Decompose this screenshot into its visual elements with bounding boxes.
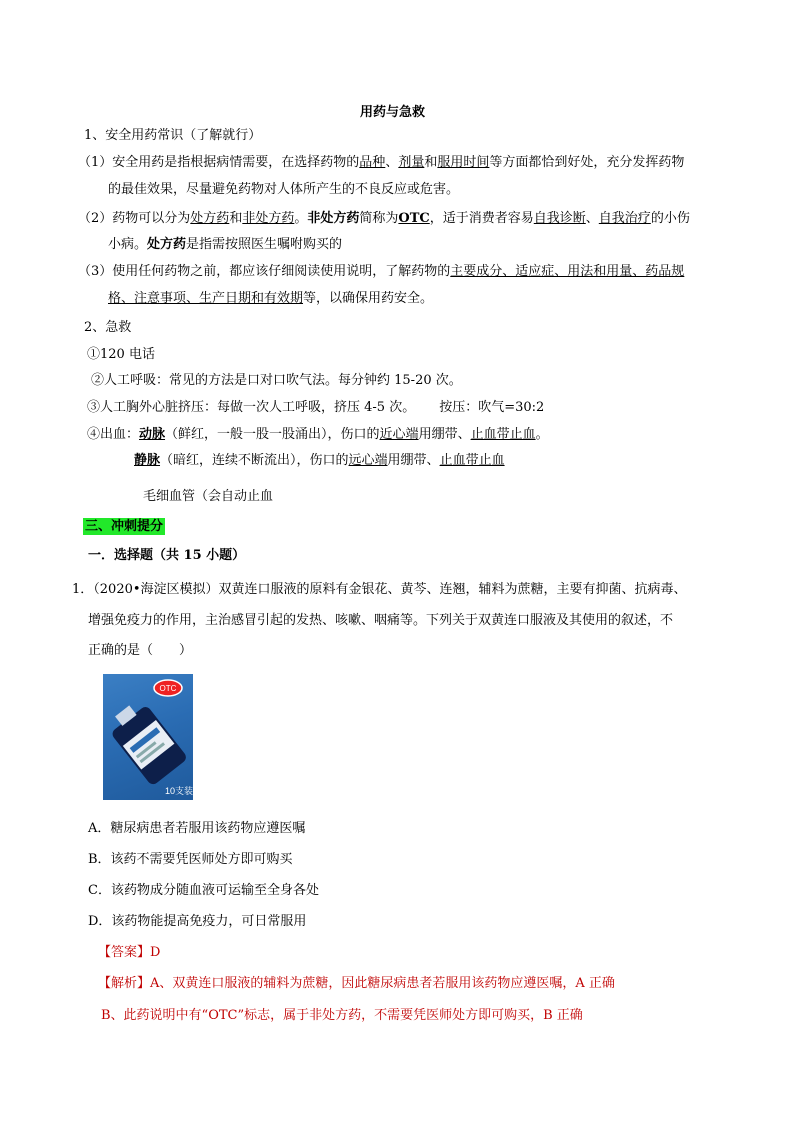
p2-c: 简称为 bbox=[359, 211, 399, 226]
answer-value: D bbox=[150, 945, 161, 960]
q1-num: 1． bbox=[72, 582, 94, 597]
vein-c: 用绷带、 bbox=[387, 453, 440, 468]
q1-analysis bbox=[98, 974, 615, 994]
analysis-label: 【解析】 bbox=[98, 976, 151, 991]
q1-option-b: B．该药不需要凭医师处方即可购买 bbox=[88, 852, 293, 867]
bleed-artery: 动脉 bbox=[139, 427, 166, 442]
section1-p1 bbox=[78, 153, 684, 173]
p2-otc: OTC bbox=[398, 211, 430, 226]
p1-s2: 和 bbox=[424, 155, 438, 170]
q1-line3: 正确的是（ ） bbox=[88, 643, 193, 658]
p2-line2a: 小病。 bbox=[108, 237, 148, 252]
medicine-bottle-illustration bbox=[103, 674, 193, 800]
bleed-prefix: ④出血： bbox=[87, 427, 140, 442]
q1-option-a: A．糖尿病患者若服用该药物应遵医嘱 bbox=[88, 821, 306, 836]
bleed-a: （鲜红，一般一股一股涌出），伤口的 bbox=[165, 427, 380, 442]
p1-text-b: 等方面都恰到好处，充分发挥药物 bbox=[489, 155, 685, 170]
p2-s1: 和 bbox=[229, 211, 243, 226]
p2-line2c: 是指需按照医生嘱咐购买的 bbox=[186, 237, 343, 252]
pack-count-text: 10支装 bbox=[165, 786, 193, 796]
p3-num: （3） bbox=[78, 264, 113, 279]
p1-u3: 服用时间 bbox=[437, 155, 490, 170]
q1-analysis-line2: B、此药说明中有“OTC”标志，属于非处方药，不需要凭医师处方即可购买，B 正确 bbox=[101, 1008, 583, 1023]
aid-item-120: ①120 电话 bbox=[87, 347, 155, 362]
otc-logo-text: OTC bbox=[159, 684, 177, 693]
p1-u1: 品种 bbox=[359, 155, 386, 170]
p2-s2: 。 bbox=[294, 211, 308, 226]
vein-u1: 远心端 bbox=[348, 453, 388, 468]
p3-line2b: 等，以确保用药安全。 bbox=[303, 291, 434, 306]
section3-sub: 一．选择题（共 15 小题） bbox=[88, 548, 246, 563]
section1-heading: 1、安全用药常识（了解就行） bbox=[84, 128, 262, 143]
vein-label: 静脉 bbox=[134, 453, 161, 468]
vein-a: （暗红，连续不断流出），伤口的 bbox=[160, 453, 349, 468]
bleed-d: 。 bbox=[535, 427, 549, 442]
p2-u3: 自我诊断 bbox=[533, 211, 586, 226]
q1-answer bbox=[98, 943, 160, 963]
bleed-u2: 止血带止血 bbox=[470, 427, 536, 442]
vein-u2: 止血带止血 bbox=[439, 453, 505, 468]
cpr-a: ③人工胸外心脏挤压：每做一次人工呼吸，挤压 4-5 次。 bbox=[87, 400, 416, 415]
p2-num: （2） bbox=[78, 211, 113, 226]
p3-u1: 主要成分、适应症、用法和用量、药品规 bbox=[450, 264, 685, 279]
aid-item-capillary: 毛细血管（会自动止血 bbox=[143, 489, 274, 504]
aid-item-bleeding bbox=[87, 425, 549, 445]
section3-badge-text: 三、冲刺提分 bbox=[85, 519, 164, 534]
q1-text1: （2020•海淀区模拟）双黄连口服液的原料有金银花、黄芩、连翘，辅料为蔗糖，主要有抑菌、抗病毒、 bbox=[93, 582, 687, 597]
aid-item-breathing: ②人工呼吸：常见的方法是口对口吹气法。每分钟约 15-20 次。 bbox=[91, 373, 462, 388]
q1-line1 bbox=[72, 580, 687, 600]
p1-text-a: 安全用药是指根据病情需要，在选择药物的 bbox=[112, 155, 360, 170]
bleed-c: 用绷带、 bbox=[418, 427, 471, 442]
q1-option-c: C．该药物成分随血液可运输至全身各处 bbox=[88, 883, 319, 898]
p2-text-a: 药物可以分为 bbox=[112, 211, 191, 226]
cpr-b: 按压：吹气=30:2 bbox=[439, 400, 545, 415]
p2-s3: 、 bbox=[585, 211, 599, 226]
p1-num: （1） bbox=[78, 155, 113, 170]
p2-b1: 非处方药 bbox=[307, 211, 360, 226]
section1-p2 bbox=[78, 209, 690, 229]
section1-p3-line2 bbox=[108, 289, 433, 309]
p1-u2: 剂量 bbox=[398, 155, 425, 170]
q1-option-d: D．该药物能提高免疫力，可日常服用 bbox=[88, 914, 307, 929]
section1-p3 bbox=[78, 262, 684, 282]
p2-u2: 非处方药 bbox=[242, 211, 295, 226]
aid-item-cpr bbox=[87, 398, 544, 418]
p3-text-a: 使用任何药物之前，都应该仔细阅读使用说明，了解药物的 bbox=[112, 264, 451, 279]
aid-item-vein bbox=[134, 451, 505, 471]
page-title: 用药与急救 bbox=[360, 105, 426, 120]
p3-line2u: 格、注意事项、生产日期和有效期 bbox=[108, 291, 304, 306]
answer-label: 【答案】 bbox=[98, 945, 151, 960]
p1-s1: 、 bbox=[385, 155, 399, 170]
bleed-u1: 近心端 bbox=[379, 427, 419, 442]
p2-d: ，适于消费者容易 bbox=[429, 211, 534, 226]
analysis-line1: A、双黄连口服液的辅料为蔗糖，因此糖尿病患者若服用该药物应遵医嘱，A 正确 bbox=[150, 976, 615, 991]
q1-line2: 增强免疫力的作用，主治感冒引起的发热、咳嗽、咽痛等。下列关于双黄连口服液及其使用的叙述，不 bbox=[88, 613, 674, 628]
p2-e: 的小伤 bbox=[650, 211, 690, 226]
p2-line2b: 处方药 bbox=[147, 237, 187, 252]
p2-u4: 自我治疗 bbox=[598, 211, 651, 226]
section1-p2-line2 bbox=[108, 235, 342, 255]
section3-badge bbox=[83, 517, 165, 537]
section1-p1-line2: 的最佳效果，尽量避免药物对人体所产生的不良反应或危害。 bbox=[108, 182, 460, 197]
section2-heading: 2、急救 bbox=[84, 320, 132, 335]
p2-u1: 处方药 bbox=[190, 211, 230, 226]
medicine-box-image bbox=[103, 674, 193, 800]
